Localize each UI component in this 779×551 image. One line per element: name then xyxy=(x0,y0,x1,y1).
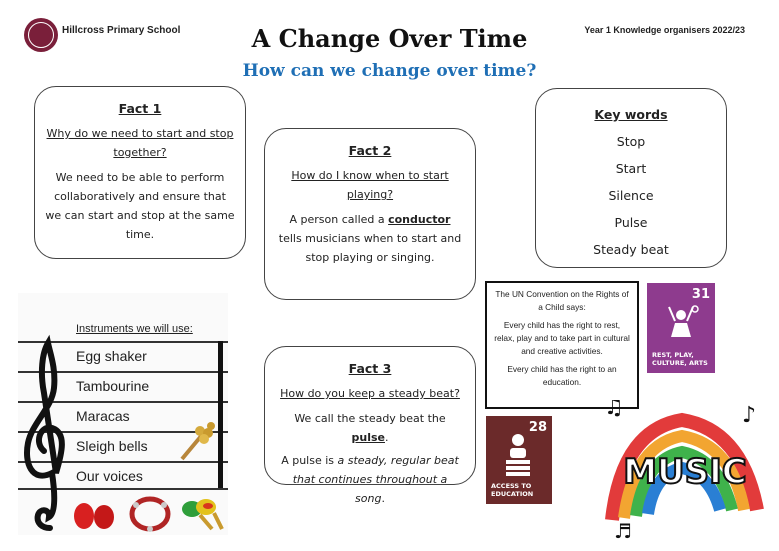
key-word: Start xyxy=(615,161,647,176)
un-convention-line: Every child has the right to rest, relax, play and to take part in cultural and creative activities. xyxy=(494,320,630,356)
svg-text:♪: ♪ xyxy=(742,403,757,428)
fact-3-answer-2 xyxy=(277,451,463,508)
instrument-item: Egg shaker xyxy=(76,348,147,364)
un-convention-line: Every child has the right to an education. xyxy=(507,364,617,387)
music-logo xyxy=(592,400,772,540)
fact-2-heading: Fact 2 xyxy=(348,143,392,158)
key-word: Stop xyxy=(616,134,646,149)
rights-28-badge xyxy=(486,416,552,504)
treble-clef-icon xyxy=(22,333,72,533)
rights-28-number: 28 xyxy=(528,420,547,435)
key-word: Silence xyxy=(608,188,654,203)
fact-3-answer-1-bold: pulse xyxy=(351,431,385,444)
music-logo-text: MUSIC xyxy=(623,452,747,492)
fact-1-card xyxy=(34,86,246,259)
fact-3-answer-1-post: . xyxy=(384,431,389,444)
student-books-icon xyxy=(498,430,538,478)
fact-3-answer-1-pre: We call the steady beat the xyxy=(294,412,446,425)
instrument-item: Our voices xyxy=(76,468,143,484)
maracas-icon xyxy=(178,495,226,533)
un-convention-box xyxy=(485,281,639,409)
bar-line xyxy=(218,341,223,488)
fact-2-question: How do I know when to start playing? xyxy=(291,169,449,201)
instrument-item: Maracas xyxy=(76,408,130,424)
un-convention-heading: The UN Convention on the Rights of a Child says: xyxy=(495,289,629,312)
fact-1-question: Why do we need to start and stop together? xyxy=(46,127,234,159)
key-words-heading: Key words xyxy=(594,107,668,122)
fact-2-answer xyxy=(277,210,463,267)
fact-3-heading: Fact 3 xyxy=(348,361,392,376)
rights-31-badge xyxy=(647,283,715,373)
instruments-heading: Instruments we will use: xyxy=(76,323,193,335)
tambourine-icon xyxy=(128,495,172,533)
svg-text:♬: ♬ xyxy=(614,519,632,540)
instrument-item: Sleigh bells xyxy=(76,438,148,454)
fact-2-answer-post: tells musicians when to start and stop playing or singing. xyxy=(278,232,462,264)
key-word: Pulse xyxy=(614,215,648,230)
instruments-panel xyxy=(18,293,228,535)
school-name: Hillcross Primary School xyxy=(62,25,181,36)
egg-shaker-icon xyxy=(72,501,118,531)
fact-3-card xyxy=(264,346,476,505)
key-word: Steady beat xyxy=(593,242,669,257)
sleigh-bells-icon xyxy=(178,421,218,463)
music-play-icon xyxy=(661,301,701,341)
svg-text:♫: ♫ xyxy=(604,400,624,420)
fact-2-answer-pre: A person called a xyxy=(289,213,389,226)
fact-2-card xyxy=(264,128,476,300)
page-subtitle: How can we change over time? xyxy=(242,61,537,81)
page-title: A Change Over Time xyxy=(251,24,528,53)
year-label: Year 1 Knowledge organisers 2022/23 xyxy=(584,25,745,35)
fact-3-question: How do you keep a steady beat? xyxy=(280,387,460,400)
rights-28-caption: ACCESS TO EDUCATION xyxy=(491,482,534,498)
fact-1-heading: Fact 1 xyxy=(118,101,162,116)
instrument-item: Tambourine xyxy=(76,378,150,394)
rights-31-caption: REST, PLAY, CULTURE, ARTS xyxy=(652,351,708,367)
fact-3-answer-2-post: . xyxy=(381,492,385,505)
rights-31-number: 31 xyxy=(691,287,710,302)
key-words-card xyxy=(535,88,727,268)
fact-3-answer-2-italic: a steady, regular beat that continues throughout a song xyxy=(292,454,459,505)
fact-2-answer-bold: conductor xyxy=(388,213,451,226)
fact-1-answer: We need to be able to perform collaboratively and ensure that we can start and stop at the same time. xyxy=(45,171,235,241)
fact-3-answer-1 xyxy=(277,409,463,447)
fact-3-answer-2-pre: A pulse is xyxy=(281,454,338,467)
